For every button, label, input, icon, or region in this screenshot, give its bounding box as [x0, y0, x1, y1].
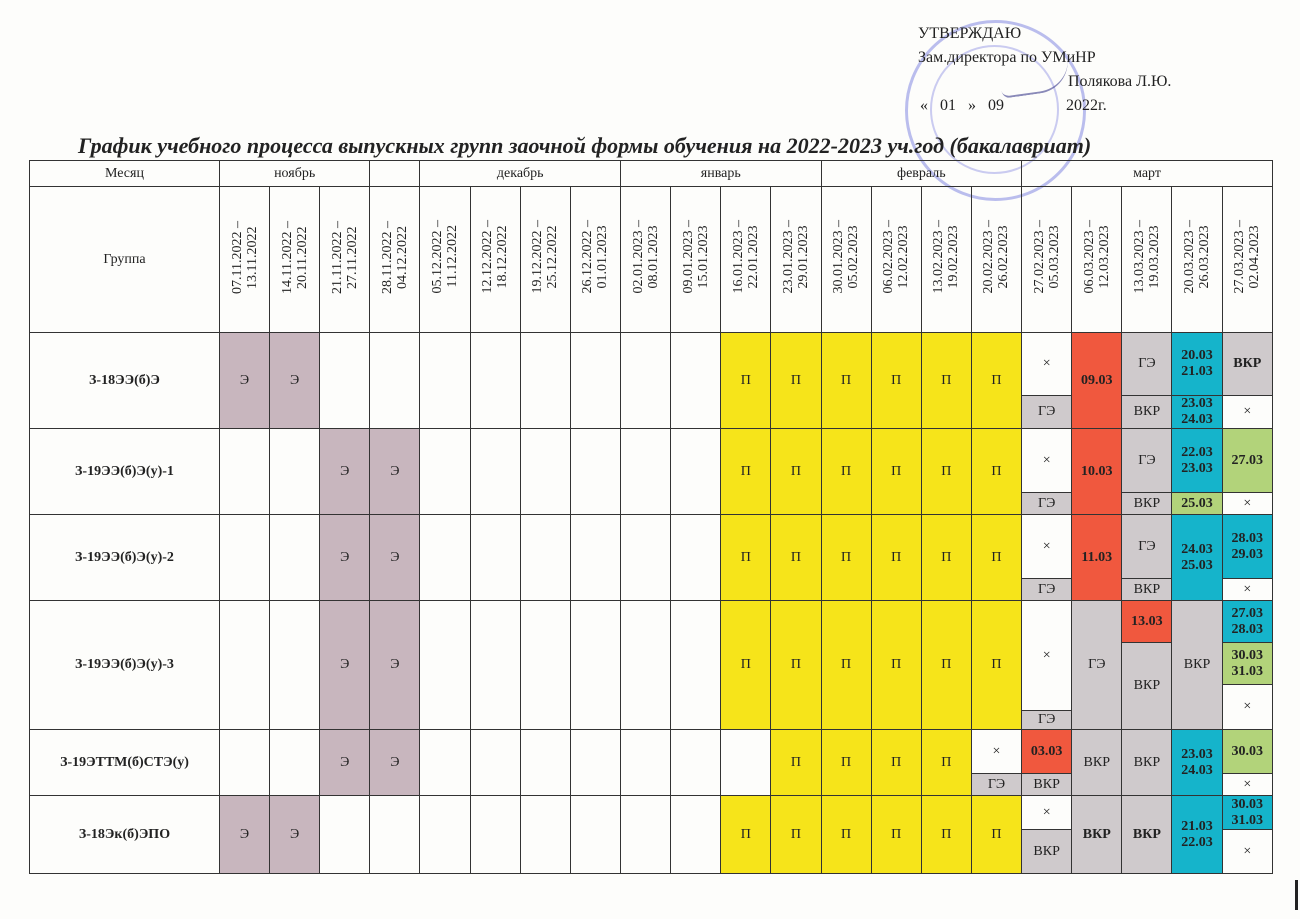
practice-cell: П: [971, 429, 1021, 515]
thesis-cell: ВКР: [1022, 774, 1072, 796]
state-exam-cell: ГЭ: [971, 774, 1021, 796]
empty-cell: [520, 515, 570, 601]
empty-cell: [219, 515, 269, 601]
month-dec: декабрь: [420, 161, 621, 187]
date-cell: 27.03: [1222, 429, 1272, 493]
thesis-cell: ВКР: [1072, 730, 1122, 796]
week-header: 26.12.2022 – 01.01.2023: [570, 187, 620, 333]
exam-cell: Э: [370, 429, 420, 515]
approval-block: [918, 22, 1198, 118]
practice-cell: П: [921, 796, 971, 874]
empty-cell: [470, 333, 520, 429]
thesis-cell: ВКР: [1122, 643, 1172, 730]
cross-cell: ×: [971, 730, 1021, 774]
approval-day: 01: [940, 97, 956, 114]
month-jan: январь: [621, 161, 822, 187]
exam-cell: Э: [370, 601, 420, 730]
week-header: 13.03.2023 – 19.03.2023: [1122, 187, 1172, 333]
practice-cell: П: [771, 515, 821, 601]
empty-cell: [520, 730, 570, 796]
practice-cell: П: [821, 333, 871, 429]
group-name: З-19ЭЭ(б)Э(у)-1: [30, 429, 220, 515]
table-row: [30, 333, 1273, 396]
week-header: 16.01.2023 – 22.01.2023: [721, 187, 771, 333]
cross-cell: ×: [1222, 396, 1272, 429]
exam-cell: Э: [270, 333, 320, 429]
approval-line3: Полякова Л.Ю.: [1068, 73, 1172, 90]
exam-cell: Э: [370, 730, 420, 796]
practice-cell: П: [871, 515, 921, 601]
date-cell: 23.03 24.03: [1172, 396, 1222, 429]
week-header: 05.12.2022 – 11.12.2022: [420, 187, 470, 333]
empty-cell: [470, 730, 520, 796]
approval-line2: Зам.директора по УМиНР: [918, 49, 1096, 66]
practice-cell: П: [821, 515, 871, 601]
empty-cell: [470, 429, 520, 515]
empty-cell: [520, 333, 570, 429]
empty-cell: [671, 796, 721, 874]
page-title: График учебного процесса выпускных групп заочной формы обучения на 2022-2023 уч.год (бакалавриат): [78, 133, 1092, 158]
thesis-cell: ВКР: [1122, 579, 1172, 601]
schedule-table: [29, 160, 1273, 874]
practice-cell: П: [921, 601, 971, 730]
date-cell: 27.03 28.03: [1222, 601, 1272, 643]
practice-cell: П: [821, 730, 871, 796]
week-header: 21.11.2022 – 27.11.2022: [320, 187, 370, 333]
empty-cell: [520, 796, 570, 874]
group-label: Группа: [30, 187, 220, 333]
practice-cell: П: [771, 333, 821, 429]
empty-cell: [420, 730, 470, 796]
date-cell: 23.03 24.03: [1172, 730, 1222, 796]
exam-cell: Э: [320, 515, 370, 601]
empty-cell: [270, 515, 320, 601]
group-name: З-18ЭЭ(б)Э: [30, 333, 220, 429]
empty-cell: [671, 730, 721, 796]
exam-cell: Э: [320, 429, 370, 515]
week-header: 06.03.2023 – 12.03.2023: [1072, 187, 1122, 333]
empty-cell: [420, 429, 470, 515]
date-cell: 21.03 22.03: [1172, 796, 1222, 874]
empty-cell: [570, 429, 620, 515]
practice-cell: П: [871, 730, 921, 796]
empty-cell: [219, 429, 269, 515]
state-exam-cell: ГЭ: [1022, 711, 1072, 730]
practice-cell: П: [871, 796, 921, 874]
exam-cell: Э: [320, 730, 370, 796]
date-cell: 20.03 21.03: [1172, 333, 1222, 396]
practice-cell: П: [721, 429, 771, 515]
empty-cell: [320, 796, 370, 874]
empty-cell: [470, 796, 520, 874]
practice-cell: П: [821, 429, 871, 515]
week-header: 20.03.2023 – 26.03.2023: [1172, 187, 1222, 333]
week-header: 02.01.2023 – 08.01.2023: [621, 187, 671, 333]
cross-cell: ×: [1222, 830, 1272, 874]
week-header: 12.12.2022 – 18.12.2022: [470, 187, 520, 333]
cross-cell: ×: [1222, 493, 1272, 515]
empty-cell: [671, 333, 721, 429]
week-header: 07.11.2022 – 13.11.2022: [219, 187, 269, 333]
practice-cell: П: [971, 601, 1021, 730]
empty-cell: [270, 730, 320, 796]
group-name: З-18Эк(б)ЭПО: [30, 796, 220, 874]
empty-cell: [370, 796, 420, 874]
empty-cell: [671, 601, 721, 730]
group-name: З-19ЭЭ(б)Э(у)-2: [30, 515, 220, 601]
empty-cell: [621, 601, 671, 730]
date-cell: 28.03 29.03: [1222, 515, 1272, 579]
empty-cell: [219, 601, 269, 730]
practice-cell: П: [921, 333, 971, 429]
date-cell: 09.03: [1072, 333, 1122, 429]
state-exam-cell: ГЭ: [1122, 333, 1172, 396]
practice-cell: П: [871, 601, 921, 730]
week-row: [30, 187, 1273, 333]
exam-cell: Э: [219, 333, 269, 429]
week-header: 13.02.2023 – 19.02.2023: [921, 187, 971, 333]
approval-month: 09: [988, 97, 1004, 114]
approval-line1: УТВЕРЖДАЮ: [918, 25, 1022, 42]
empty-cell: [621, 796, 671, 874]
practice-cell: П: [721, 796, 771, 874]
empty-cell: [621, 730, 671, 796]
table-row: [30, 796, 1273, 830]
empty-cell: [570, 601, 620, 730]
empty-cell: [219, 730, 269, 796]
table-row: [30, 515, 1273, 579]
scan-edge-mark: [1295, 880, 1298, 910]
cross-cell: ×: [1022, 429, 1072, 493]
cross-cell: ×: [1022, 333, 1072, 396]
state-exam-cell: ГЭ: [1022, 579, 1072, 601]
empty-cell: [270, 429, 320, 515]
empty-cell: [570, 515, 620, 601]
thesis-cell: ВКР: [1122, 396, 1172, 429]
date-cell: 11.03: [1072, 515, 1122, 601]
week-header: 23.01.2023 – 29.01.2023: [771, 187, 821, 333]
approval-date: « 01 » 09 2022г.: [918, 94, 1198, 118]
practice-cell: П: [771, 429, 821, 515]
empty-cell: [270, 601, 320, 730]
exam-cell: Э: [370, 515, 420, 601]
thesis-cell: ВКР: [1122, 493, 1172, 515]
practice-cell: П: [771, 601, 821, 730]
month-label: Месяц: [30, 161, 220, 187]
empty-cell: [320, 333, 370, 429]
week-header: 30.01.2023 – 05.02.2023: [821, 187, 871, 333]
cross-cell: ×: [1022, 796, 1072, 830]
exam-cell: Э: [320, 601, 370, 730]
practice-cell: П: [721, 601, 771, 730]
empty-cell: [621, 515, 671, 601]
exam-cell: Э: [270, 796, 320, 874]
thesis-cell: ВКР: [1122, 730, 1172, 796]
table-row: [30, 429, 1273, 493]
empty-cell: [420, 601, 470, 730]
week-header: 28.11.2022 – 04.12.2022: [370, 187, 420, 333]
group-name: З-19ЭТТМ(б)СТЭ(у): [30, 730, 220, 796]
table-row: [30, 601, 1273, 643]
practice-cell: П: [821, 601, 871, 730]
cross-cell: ×: [1222, 579, 1272, 601]
table-row: [30, 730, 1273, 774]
date-cell: 22.03 23.03: [1172, 429, 1222, 493]
state-exam-cell: ГЭ: [1022, 396, 1072, 429]
thesis-cell: ВКР: [1122, 796, 1172, 874]
month-nov: ноябрь: [219, 161, 369, 187]
week-header: 06.02.2023 – 12.02.2023: [871, 187, 921, 333]
practice-cell: П: [771, 796, 821, 874]
month-feb: февраль: [821, 161, 1022, 187]
thesis-cell: ВКР: [1022, 830, 1072, 874]
date-cell: 24.03 25.03: [1172, 515, 1222, 601]
week-header: 27.03.2023 – 02.04.2023: [1222, 187, 1272, 333]
approval-year: 2022г.: [1066, 97, 1107, 114]
thesis-cell: ВКР: [1172, 601, 1222, 730]
empty-cell: [570, 796, 620, 874]
state-exam-cell: ГЭ: [1122, 515, 1172, 579]
date-cell: 03.03: [1022, 730, 1072, 774]
empty-cell: [721, 730, 771, 796]
state-exam-cell: ГЭ: [1122, 429, 1172, 493]
month-mar: март: [1022, 161, 1273, 187]
week-header: 27.02.2023 – 05.03.2023: [1022, 187, 1072, 333]
empty-cell: [470, 515, 520, 601]
empty-cell: [671, 429, 721, 515]
empty-cell: [470, 601, 520, 730]
practice-cell: П: [921, 515, 971, 601]
cross-cell: ×: [1222, 685, 1272, 730]
practice-cell: П: [971, 333, 1021, 429]
date-cell: 25.03: [1172, 493, 1222, 515]
practice-cell: П: [921, 429, 971, 515]
date-cell: 13.03: [1122, 601, 1172, 643]
practice-cell: П: [971, 796, 1021, 874]
month-row: [30, 161, 1273, 187]
cross-cell: ×: [1222, 774, 1272, 796]
empty-cell: [420, 515, 470, 601]
practice-cell: П: [721, 515, 771, 601]
practice-cell: П: [871, 429, 921, 515]
date-cell: 30.03 31.03: [1222, 796, 1272, 830]
practice-cell: П: [871, 333, 921, 429]
empty-cell: [671, 515, 721, 601]
cross-cell: ×: [1022, 515, 1072, 579]
week-header: 09.01.2023 – 15.01.2023: [671, 187, 721, 333]
practice-cell: П: [921, 730, 971, 796]
empty-cell: [520, 429, 570, 515]
empty-cell: [420, 796, 470, 874]
thesis-cell: ВКР: [1072, 796, 1122, 874]
date-cell: 10.03: [1072, 429, 1122, 515]
empty-cell: [570, 730, 620, 796]
empty-cell: [570, 333, 620, 429]
month-blank: [370, 161, 420, 187]
cross-cell: ×: [1022, 601, 1072, 711]
date-cell: 30.03: [1222, 730, 1272, 774]
empty-cell: [621, 429, 671, 515]
date-cell: 30.03 31.03: [1222, 643, 1272, 685]
state-exam-cell: ГЭ: [1072, 601, 1122, 730]
week-header: 19.12.2022 – 25.12.2022: [520, 187, 570, 333]
practice-cell: П: [971, 515, 1021, 601]
practice-cell: П: [721, 333, 771, 429]
week-header: 20.02.2023 – 26.02.2023: [971, 187, 1021, 333]
practice-cell: П: [821, 796, 871, 874]
exam-cell: Э: [219, 796, 269, 874]
group-name: З-19ЭЭ(б)Э(у)-3: [30, 601, 220, 730]
week-header: 14.11.2022 – 20.11.2022: [270, 187, 320, 333]
practice-cell: П: [771, 730, 821, 796]
empty-cell: [621, 333, 671, 429]
thesis-cell: ВКР: [1222, 333, 1272, 396]
state-exam-cell: ГЭ: [1022, 493, 1072, 515]
empty-cell: [420, 333, 470, 429]
empty-cell: [370, 333, 420, 429]
empty-cell: [520, 601, 570, 730]
